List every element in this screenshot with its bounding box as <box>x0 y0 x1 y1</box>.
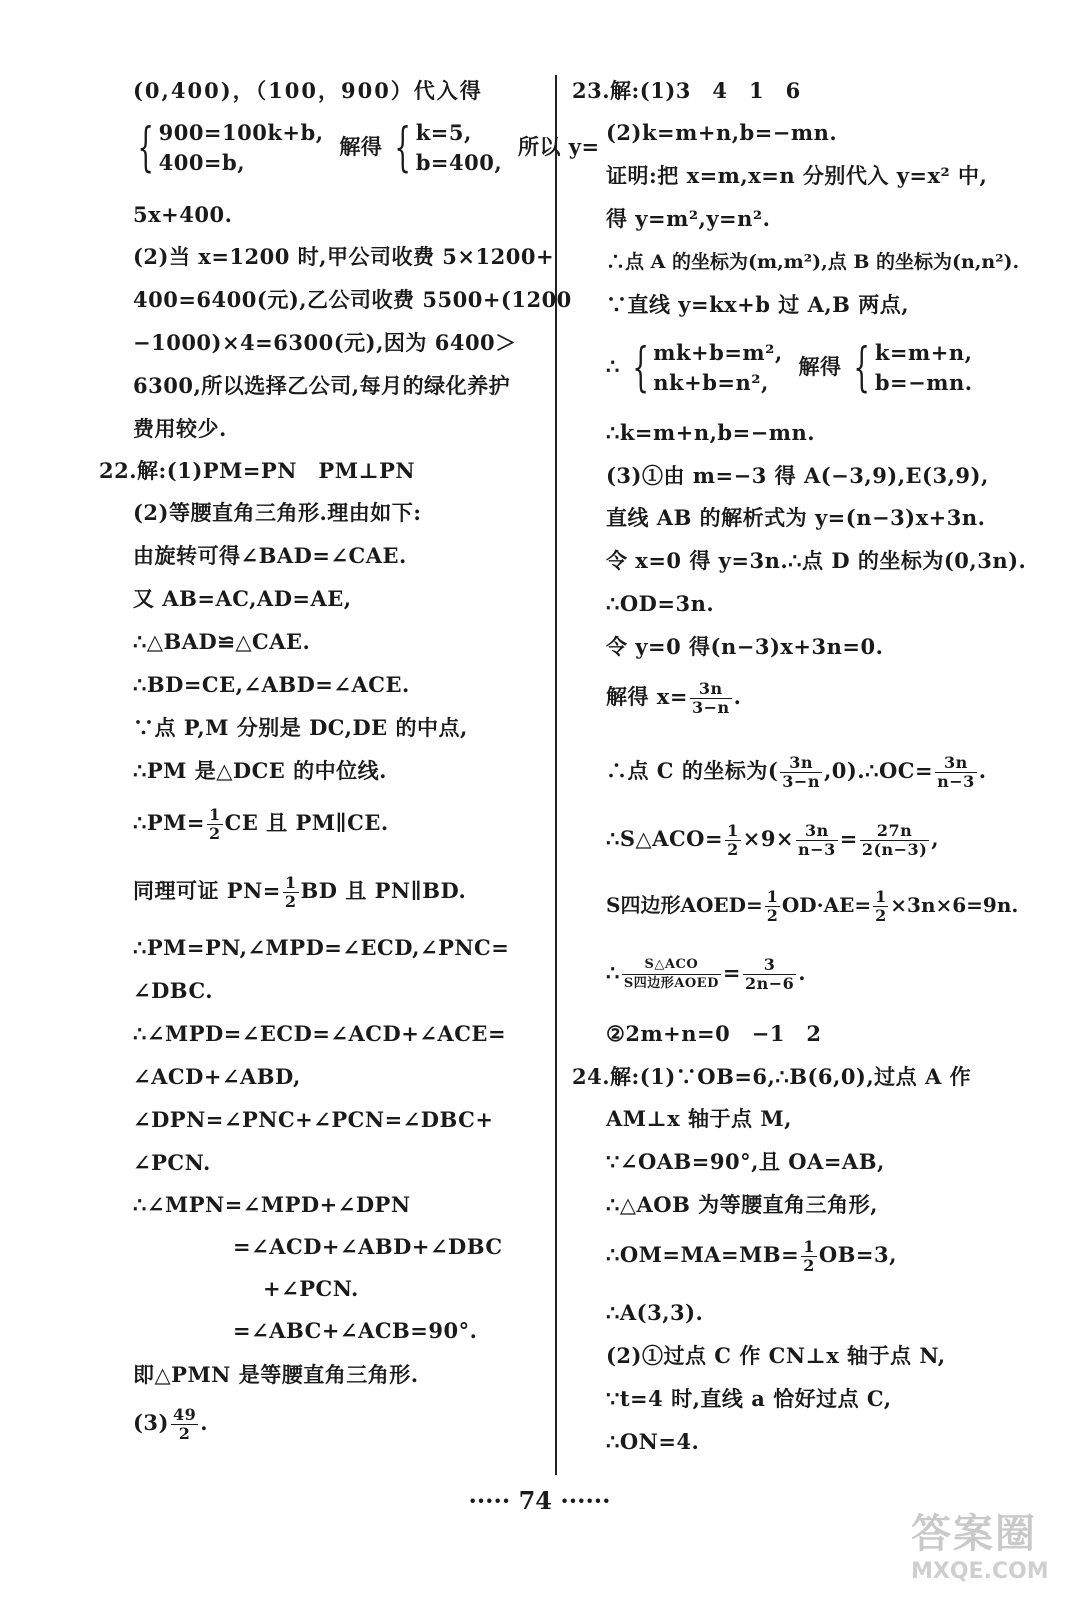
text-line: ∴∠MPD=∠ECD=∠ACD+∠ACE= <box>133 1021 507 1046</box>
text-line: ∠ACD+∠ABD, <box>133 1064 301 1089</box>
text-line: AM⊥x 轴于点 M, <box>606 1106 792 1131</box>
question-22-heading: 22.解:(1)PM=PN PM⊥PN <box>99 458 416 483</box>
text-line: ∴A(3,3). <box>606 1300 704 1325</box>
fraction: $\frac{27n}{2(n-3)}$ <box>861 821 928 859</box>
text-line: 又 AB=AC,AD=AE, <box>133 586 352 611</box>
question-number: 24. <box>572 1064 611 1089</box>
text-line: 得 y=m²,y=n². <box>606 206 771 231</box>
text-line: ∴∠MPN=∠MPD+∠DPN <box>133 1192 411 1217</box>
text-line: ∴PM= $\frac{1}{2}$ CE 且 PM∥CE. <box>133 805 389 843</box>
fraction: $\frac{3n}{n-3}$ <box>798 821 836 859</box>
text-line: ∴ $\frac{\text{S△ACO}}{\text{S四边形AOED}}$ = $\frac{3}{2n-6}$ . <box>606 955 807 993</box>
text-line: (3)①由 m=−3 得 A(−3,9),E(3,9), <box>606 463 989 488</box>
equation-system-line: ∴ { mk+b=m², nk+b=n², 解得 { k=m+n, b=−mn. <box>606 338 973 398</box>
question-number: 22. <box>99 458 138 483</box>
text-line: ∴S△ACO= $\frac{1}{2}$ ×9× $\frac{3n}{n-3}$ = $\frac{27n}{2(n-3)}$ , <box>606 821 940 859</box>
text-line: ②2m+n=0 −1 2 <box>606 1021 822 1046</box>
text-line: ∠PCN. <box>133 1150 211 1175</box>
text-line: ∵直线 y=kx+b 过 A,B 两点, <box>606 292 910 317</box>
text-line: 证明:把 x=m,x=n 分别代入 y=x² 中, <box>606 163 988 188</box>
text-line: (2)等腰直角三角形.理由如下: <box>133 500 422 525</box>
text-line: ∵点 P,M 分别是 DC,DE 的中点, <box>133 715 468 740</box>
text-line: ∴PM 是△DCE 的中位线. <box>133 758 387 783</box>
text-line: 令 y=0 得(n−3)x+3n=0. <box>606 634 884 659</box>
text-line: ∴点 C 的坐标为( $\frac{3n}{3-n}$ ,0).∴OC= $\frac{3n}{n-3}$ . <box>606 753 987 791</box>
text-line: =∠ACD+∠ABD+∠DBC <box>233 1234 503 1259</box>
text-line: S四边形AOED= $\frac{1}{2}$ OD·AE= $\frac{1}{2}$ ×3n×6=9n. <box>606 887 1019 925</box>
page-number-footer: ····· 74 ······ <box>468 1486 611 1515</box>
text-line: ∴点 A 的坐标为(m,m²),点 B 的坐标为(n,n²). <box>606 251 1020 273</box>
text-line: (2)当 x=1200 时,甲公司收费 5×1200+ <box>133 244 555 269</box>
fraction: $\frac{1}{2}$ <box>284 873 297 911</box>
text-line: ∴PM=PN,∠MPD=∠ECD,∠PNC= <box>133 935 510 960</box>
fraction: $\frac{1}{2}$ <box>803 1237 815 1275</box>
text-line: =∠ABC+∠ACB=90°. <box>233 1318 478 1343</box>
text-line: ∠DBC. <box>133 978 214 1003</box>
text-line: ∴OM=MA=MB= $\frac{1}{2}$ OB=3, <box>606 1237 897 1275</box>
text-line: (0,400)，（100，900）代入得 <box>133 78 483 103</box>
text-line: 费用较少. <box>133 416 227 441</box>
fraction: $\frac{3n}{3-n}$ <box>691 679 730 717</box>
text-line: +∠PCN. <box>263 1276 359 1301</box>
text-line: 同理可证 PN= $\frac{1}{2}$ BD 且 PN∥BD. <box>133 873 467 911</box>
fraction: $\frac{3n}{3-n}$ <box>782 753 820 791</box>
text-line: ∵∠OAB=90°,且 OA=AB, <box>606 1149 885 1174</box>
text-line: 400=6400(元),乙公司收费 5500+(1200 <box>133 287 572 312</box>
text-line: ∠DPN=∠PNC+∠PCN=∠DBC+ <box>133 1107 494 1132</box>
text-line: (3) $\frac{49}{2}$ . <box>133 1405 209 1443</box>
text-line: ∴△AOB 为等腰直角三角形, <box>606 1192 878 1217</box>
fraction: $\frac{\text{S△ACO}}{\text{S四边形AOED}}$ <box>623 957 719 991</box>
page-number: 74 <box>518 1486 553 1515</box>
fraction: $\frac{49}{2}$ <box>172 1405 197 1443</box>
text-line: (2)k=m+n,b=−mn. <box>606 120 838 145</box>
text-line: 解得 x= $\frac{3n}{3-n}$ . <box>606 679 742 717</box>
text-line: 直线 AB 的解析式为 y=(n−3)x+3n. <box>606 505 986 530</box>
question-24-heading: 24.解:(1)∵OB=6,∴B(6,0),过点 A 作 <box>572 1064 972 1089</box>
text-line: 令 x=0 得 y=3n.∴点 D 的坐标为(0,3n). <box>606 548 1027 573</box>
text-line: ∴OD=3n. <box>606 591 715 616</box>
text-line: (2)①过点 C 作 CN⊥x 轴于点 N, <box>606 1343 946 1368</box>
fraction: $\frac{1}{2}$ <box>727 821 739 859</box>
fraction: $\frac{1}{2}$ <box>875 887 887 925</box>
text-line: ∵t=4 时,直线 a 恰好过点 C, <box>606 1386 892 1411</box>
question-23-heading: 23.解:(1)3 4 1 6 <box>572 78 801 103</box>
equation-system-line: { 900=100k+b, 400=b, 解得 { k=5, b=400, 所以 y= <box>137 118 600 178</box>
text-line: ∴ON=4. <box>606 1429 700 1454</box>
fraction: $\frac{1}{2}$ <box>209 805 221 843</box>
text-line: ∴k=m+n,b=−mn. <box>606 420 816 445</box>
fraction: $\frac{3n}{n-3}$ <box>937 753 975 791</box>
question-number: 23. <box>572 78 611 103</box>
fraction: $\frac{1}{2}$ <box>766 887 778 925</box>
text-line: −1000)×4=6300(元),因为 6400＞ <box>133 330 517 355</box>
text-line: 即△PMN 是等腰直角三角形. <box>133 1362 419 1387</box>
fraction: $\frac{3}{2n-6}$ <box>744 955 795 993</box>
text-line: 由旋转可得∠BAD=∠CAE. <box>133 543 407 568</box>
text-line: 5x+400. <box>133 202 233 227</box>
text-line: ∴BD=CE,∠ABD=∠ACE. <box>133 672 410 697</box>
text-line: ∴△BAD≌△CAE. <box>133 629 311 654</box>
text-line: 6300,所以选择乙公司,每月的绿化养护 <box>133 373 511 398</box>
watermark-logo: 答案圈 MXQE.COM <box>911 1510 1049 1584</box>
